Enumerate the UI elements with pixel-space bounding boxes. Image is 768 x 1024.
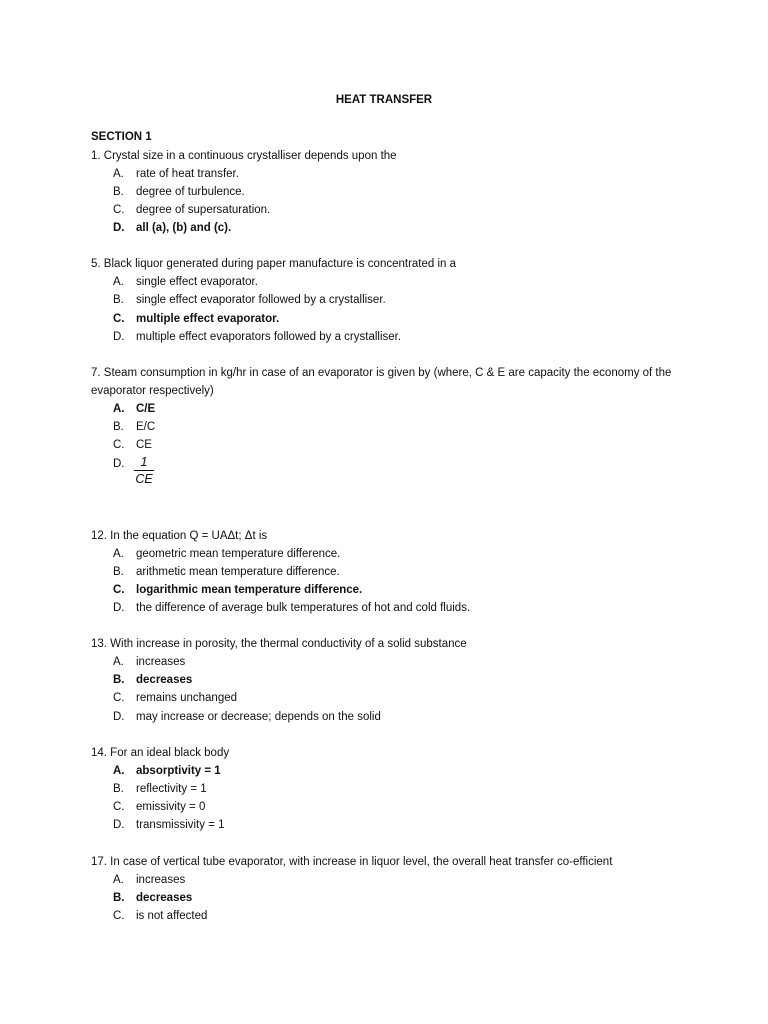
question-5: 5. Black liquor generated during paper manufacture is concentrated in a xyxy=(91,258,457,270)
option-letter: B. xyxy=(113,294,124,306)
option-text: transmissivity = 1 xyxy=(136,819,225,831)
option-text-answer: decreases xyxy=(136,892,193,904)
option-letter-answer: D. xyxy=(113,222,125,234)
question-12: 12. In the equation Q = UAΔt; Δt is xyxy=(91,530,268,542)
option-letter: A. xyxy=(113,276,124,288)
option-text-answer: all (a), (b) and (c). xyxy=(136,222,232,234)
option-text: geometric mean temperature difference. xyxy=(136,548,341,560)
option-letter-answer: B. xyxy=(113,674,125,686)
fraction-bar xyxy=(134,470,154,471)
option-letter: D. xyxy=(113,602,125,614)
option-text: arithmetic mean temperature difference. xyxy=(136,566,340,578)
question-17: 17. In case of vertical tube evaporator, with increase in liquor level, the overall heat transfer co-efficient xyxy=(91,856,613,868)
option-letter: C. xyxy=(113,801,125,813)
option-text-answer: logarithmic mean temperature difference. xyxy=(136,584,363,596)
option-text-answer: decreases xyxy=(136,674,193,686)
page-title: HEAT TRANSFER xyxy=(335,94,433,106)
option-text: single effect evaporator followed by a crystalliser. xyxy=(136,294,386,306)
option-letter: D. xyxy=(113,711,125,723)
option-letter-answer: A. xyxy=(113,765,125,777)
option-letter-answer: C. xyxy=(113,313,125,325)
option-letter: A. xyxy=(113,874,124,886)
option-letter: B. xyxy=(113,566,124,578)
option-letter: A. xyxy=(113,656,124,668)
question-14: 14. For an ideal black body xyxy=(91,747,230,759)
option-text: the difference of average bulk temperatures of hot and cold fluids. xyxy=(136,602,471,614)
option-letter: D. xyxy=(113,819,125,831)
fraction-numerator: 1 xyxy=(140,455,148,469)
option-letter: B. xyxy=(113,783,124,795)
option-text: emissivity = 0 xyxy=(136,801,206,813)
option-text: single effect evaporator. xyxy=(136,276,258,288)
option-text: may increase or decrease; depends on the solid xyxy=(136,711,381,723)
option-text-answer: absorptivity = 1 xyxy=(136,765,221,777)
option-text-answer: multiple effect evaporator. xyxy=(136,313,280,325)
option-letter-answer: A. xyxy=(113,403,125,415)
option-text-answer: C/E xyxy=(136,403,156,415)
question-7-continued: evaporator respectively) xyxy=(91,385,214,397)
option-text: CE xyxy=(136,439,152,451)
option-text: reflectivity = 1 xyxy=(136,783,207,795)
option-letter: B. xyxy=(113,186,124,198)
option-letter-answer: C. xyxy=(113,584,125,596)
fraction-formula xyxy=(134,455,154,486)
option-letter: C. xyxy=(113,204,125,216)
option-letter: B. xyxy=(113,421,124,433)
option-text: increases xyxy=(136,656,186,668)
option-text: rate of heat transfer. xyxy=(136,168,239,180)
section-heading: SECTION 1 xyxy=(91,131,152,143)
question-7: 7. Steam consumption in kg/hr in case of an evaporator is given by (where, C & E are capacity the economy of the xyxy=(91,367,672,379)
fraction-denominator: CE xyxy=(135,472,153,486)
option-text: remains unchanged xyxy=(136,692,238,704)
question-1: 1. Crystal size in a continuous crystalliser depends upon the xyxy=(91,150,397,162)
option-letter: D. xyxy=(113,458,125,470)
option-text: E/C xyxy=(136,421,156,433)
option-letter: A. xyxy=(113,548,124,560)
option-letter: C. xyxy=(113,692,125,704)
option-letter-answer: B. xyxy=(113,892,125,904)
option-letter: C. xyxy=(113,439,125,451)
option-letter: A. xyxy=(113,168,124,180)
option-text: degree of turbulence. xyxy=(136,186,245,198)
option-letter: C. xyxy=(113,910,125,922)
option-text: multiple effect evaporators followed by a crystalliser. xyxy=(136,331,402,343)
option-letter: D. xyxy=(113,331,125,343)
question-13: 13. With increase in porosity, the thermal conductivity of a solid substance xyxy=(91,638,467,650)
option-text: degree of supersaturation. xyxy=(136,204,271,216)
option-text: is not affected xyxy=(136,910,208,922)
option-text: increases xyxy=(136,874,186,886)
